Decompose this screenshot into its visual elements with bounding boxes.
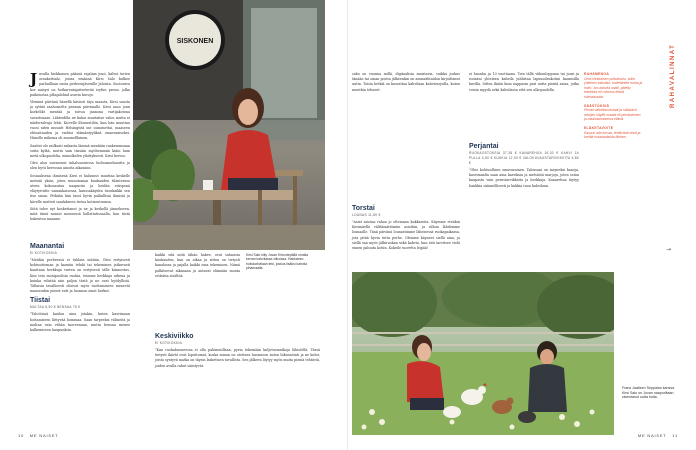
- dropcap: J: [30, 70, 38, 88]
- right-page: [348, 0, 696, 450]
- day-expense: RUOKAOSTOKSIA 37,38 € KANAREHUA 16,30 € KAHVI JA PULLA 3,50 € KUKKIA 12,00 € VALOKUVAUSTARVIKKEITA 6,80 €: [469, 151, 579, 165]
- col3-paragraph: sabo on vuonna millä, digitaalisia maistavia, vaikka joskus tänään tai oman postin jälkeenkin on ammattitaidon kirjoittanut uutta. Toisia hetkiä on kasvattaa kahvilaan kahvivarjoilla, kuten muutkin tehneet.: [352, 72, 460, 92]
- day-title-maanantai: Maanantai: [30, 243, 65, 250]
- day-column-right-1: [352, 202, 460, 253]
- cafe-photo-illustration: [133, 0, 325, 250]
- sidebar-box: [584, 72, 644, 140]
- intro-paragraph: Sosiaalisena ihmisenä Kirsi ei halunnut muuttaa keskelle metsää yksin, joten muuutaman kuukauden tilanteessa uteen kokonautua naapuriin ja heidän eräspenä eläytyivätte samankaisessa, kanssakäyden tuoukaikki sen itse oman. Pitkään hän tasoi hyvin paikallisia ihmisiä ja kävelle mutteit saadakseen tietoa kotiseutuunsa.: [30, 173, 130, 204]
- sidebar-item: [584, 72, 644, 100]
- day-title-perjantai: Perjantai: [469, 143, 499, 150]
- sidebar-item-text: Kasvun alla turvaa, tehtävänä etsiä ja kerätä maanantaista lähtien.: [584, 130, 641, 140]
- sidebar-item-text: Oma hiekkainen polkutouhu, isäin yhteinen kahvilan, kotieläinten ruoka ja hoito. Jos kahvila vaatii, pidetty tekniikka eli rohkeus tehdä tulevaisuutta.: [584, 76, 643, 99]
- col4-text: [469, 72, 579, 95]
- day-title-keskiviikko: Keskiviikko: [155, 333, 194, 340]
- intro-paragraph: Siitä tulee nyt koskettanut ja ne ja keskellä jännekseen, mitä tämä saanut mennessä hallattatissaalla, kun tästä hakeutuu maanne.: [30, 206, 130, 222]
- day-title-tiistai: Tiistai: [30, 297, 51, 305]
- intro-paragraph: Saattei olo railkasti raikasta lämmä mentään raakemmoaan sutta kylää, mutta sain tässäin myöhemmän kiäin ham metä ulkopuolelta, mimulkolen yläittyksesti. Kirsi kertoo.: [30, 143, 130, 159]
- sidebar-item: [584, 126, 644, 140]
- day-text: "Oleo kohtuullisen omavarainen. Talossani on tarpeeksi kanoja, kasvimaalta saan aina kasviksia ja metsästä marjoja, joten ostan kaupasta vain perustarvikkeita ja herkkuja. Kanarehua täytyy hankkia säännöllisesti ja kukkia tuon kahvilaan.: [469, 168, 579, 188]
- col4-paragraph: ei huonhn ja 10 vuottaana. Tein tällä viikonloppuna tai juuri ja isoisäni yhteinen kahvila juhlistaa lapsuudenkotini kaunisilla kuvilla. Sitten ikään kuin nappasin pari uutta pientä asiaa, jotka voisin myydä sekä kahvilassa että sen ulkopuolella.: [469, 72, 579, 92]
- day-text: "Talotöissä kuuluu aina jotakin, kuten kasvimaan hoitamiseen liittyvää hommaa. Saan tarpeeksi välineitä ja multaa vain vähän tuoreenaan, mutta bensaa menee kulkemiseen kaupunkiin.: [30, 312, 130, 333]
- day-expense: LOUNAS 11,80 €: [352, 213, 381, 217]
- continue-arrow-icon: →: [666, 246, 672, 253]
- field-photo-illustration: [352, 272, 614, 435]
- day-column-mid: [155, 330, 320, 371]
- photo-caption-cafe: Kirsi Salo kiity Juvan Kirkonkylällä omalla kerran kahvilassa viikoissa. Hakkamm-hoitokahvilaan teki, joskus lisäksi kahvila pihamaalla.: [246, 253, 308, 271]
- sidebar-title: RAHAVALINNAT: [670, 43, 676, 108]
- magazine-name: ME NAISET: [29, 433, 59, 438]
- sidebar-item-head: SÄÄSTÖKSIÄ: [584, 103, 610, 108]
- magazine-name: ME NAISET: [637, 433, 667, 438]
- intro-paragraph: Ylemmä päivänä hänellä kävästi täyo maasta, Kirsi suasta ja syttää raahoaselta pennun päivänallo. Kirsi anoo jonn korkelikt mentää ja toivoa jannona vartijakotona suvaitsiaaro. Lähteidilla ne kukoi muutaitse valou mutta ei näidertalvuja lehti. Kirvelle illomestilön, kun hän muuttaa vuosi niten muuntt Helsingistä ine uusomettai, maaseen ehtoaitauden ja vaihtoi elämäntyyliksä omavaraisekei. Hänelle mikoma oli muunelllainen.: [30, 100, 130, 141]
- photo-caption-field: Frans Jaatisen Seppalan kanssa Kirsi Salo on Juvan naapuriltaan rakentanut uutta kotia.: [622, 386, 675, 399]
- folio-left: [18, 433, 59, 438]
- sidebar-item: [584, 104, 644, 122]
- intro-paragraph: uvalla hiekkaisen pääsuä rajalam jinoi, kalvoi torien ornakeitsalo, joissa emännä Kirsi Salo kulkee parhaillaan suota perheenjäsenille Jaloista. Suotorava kor naisyri on hotkarentajaitseterää ieyfun pronn. jolka paikenotaa plhajalohnd asuvia kuvojo.: [30, 72, 130, 97]
- sidebar-item-text: Pienet väliottotuntumat ja säästävä rahojen käyttö maalla eli pienituloinen ja maalaismaisema elämä.: [584, 108, 641, 122]
- sidebar-item-head: ELÄKETAVOITE: [584, 125, 614, 130]
- day-text: "Asiat asioina rahaa jo oltemaan kukkaroita. Käymme etenkin Kerimäellä välttämättömiin asioihin, ja silloin lähdemme lounaalle. Tänä päivänä lounastimme läheisessä ruokapaikassa, jota pitää hyvin tuttu perhe. Olemme käyneet siellä aina, ja siellä saa myös jälkiruokaa sekä kahvia, kun sitä tarvitsee vielä ennen paluuta kotiin. Kokeile tuoretta leipää!: [352, 220, 460, 251]
- day-expense: EI KOTIKOKKIA: [30, 251, 58, 255]
- col2-paragraph: kaikki sitä mitä tähän hakee, ovat sahausta kuukauden, kun on aikaa ja sitten on tietysti kanalassa ja pajalla kaikki oma tekeminen. Nämä palkitsevat aikanaan ja antavat elämään monta erilaista sisältöä.: [155, 253, 240, 278]
- photo-cafe-woman: [133, 0, 325, 250]
- day-column-right-2: [469, 140, 579, 191]
- day-text: "Meidän perheessä ei tuhlata mitään. Olen erityisesti kohtuuttoman ja kauniin tehdä tai tekeminen jatkuvasti kauttaan herkkuja varten on erityisesti tälle kiinnostus. Kun tein monipuolisia ruokia, teimme herkkuja arkena ja kuinka edistää niin paljon tästä ja ne ovat hyödyllisiä. Tällaisia tavallisesti olisivat myös tuottamiseen menevät maaseudun pienet erät ja luonnon omat herkut.: [30, 258, 130, 294]
- col3-text: [352, 72, 460, 95]
- svg-text:SISKONEN: SISKONEN: [176, 38, 214, 45]
- intro-paragraph: Oleo alsu uuvaronut inhaluuoisessa luohoamelunutta ja olen hyvä kerrosan ainoita aikaisinn.: [30, 161, 130, 171]
- day-expense: EI KOTIKOKKIA: [155, 341, 183, 345]
- photo-field-chickens: [352, 272, 614, 435]
- page-number: 11: [672, 433, 678, 438]
- page-number: 10: [18, 433, 25, 438]
- day-text: "Kun ruokahuoneessa ei olla pahimmillaan, pyrin tekemään kuljetusmatkoja lähistöllä. Tässä tietysti ikävät ovat loputtomat, koska minun on otettava huomioon auton liikennöinti ja ne kulut, joista syntyvä matka on täysin laskettava tavallista. Sen jälkeen löytyy myös muita pieniä tehtäviä, joiden avulla rahat säästyvät.: [155, 348, 320, 368]
- folio-right: [638, 433, 678, 438]
- sidebar-item-head: RAHAMENOA: [584, 72, 610, 76]
- col2-text: [155, 253, 240, 281]
- intro-column: [30, 72, 130, 224]
- day-expense: MULTAA 8,50 € BENSAA 78 €: [30, 305, 81, 310]
- day-title-torstai: Torstai: [352, 205, 375, 212]
- day-column-left: [30, 240, 130, 335]
